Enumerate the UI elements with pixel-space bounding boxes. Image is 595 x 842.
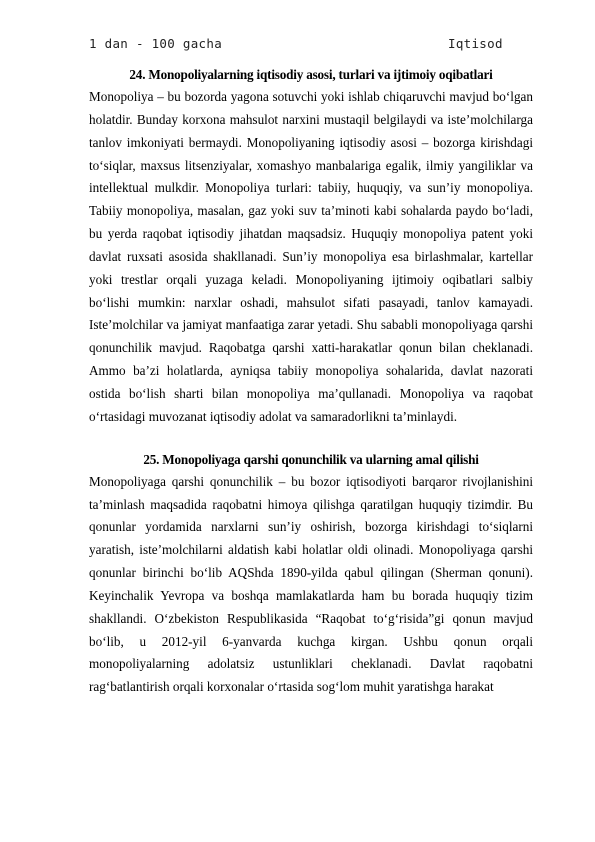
section-24-title: 24. Monopoliyalarning iqtisodiy asosi, turlari va ijtimoiy oqibatlari xyxy=(129,67,493,82)
section-24-paragraph: Monopoliya – bu bozorda yagona sotuvchi yoki ishlab chiqaruvchi mavjud bo‘lgan holatdir. Bunday korxona mahsulot narxini mustaqil belgilaydi va iste’molchilarga tanlov imkoniyati bermaydi. Monopoliyaning iqtisodiy asosi – bozorga kirishdagi to‘siqlar, maxsus litsenziyalar, xomashyo manbalariga egalik, ilmiy yangiliklar va intellektual mulkdir. Monopoliya turlari: tabiiy, huquqiy, va sun’iy monopoliya. Tabiiy monopoliya, masalan, gaz yoki suv ta’minoti kabi sohalarda paydo bo‘ladi, bu yerda raqobat iqtisodiy jihatdan maqsadsiz. Huquqiy monopoliya patent yoki davlat ruxsati asosida shakllanadi. Sun’iy monopoliya esa birlashmalar, kartellar yoki trestlar orqali yuzaga keladi. Monopoliyaning ijtimoiy oqibatlari salbiy bo‘lishi mumkin: narxlar oshadi, mahsulot sifati pasayadi, tanlov kamayadi. Iste’molchilar va jamiyat manfaatiga zarar yetadi. Shu sababli monopoliyaga qarshi qonunchilik mavjud. Raqobatga qarshi xatti-harakatlar qonun bilan cheklanadi. Ammo ba’zi holatlarda, ayniqsa tabiiy monopoliya sohalarida, davlat nazorati ostida bo‘lish sharti bilan monopoliya ma’qullanadi. Monopoliya va raqobat o‘rtasidagi muvozanat iqtisodiy adolat va samaradorlikni ta’minlaydi. xyxy=(89,89,533,424)
running-header xyxy=(89,36,533,56)
header-right-text: Iqtisod xyxy=(448,36,503,51)
document-body xyxy=(89,64,533,699)
section-25-title: 25. Monopoliyaga qarshi qonunchilik va ularning amal qilishi xyxy=(143,451,479,467)
section-25-paragraph: Monopoliyaga qarshi qonunchilik – bu bozor iqtisodiyoti barqaror rivojlanishini ta’minlash maqsadida raqobatni himoya qilishga qaratilgan huquqiy tizimdir. Bu qonunlar yordamida narxlarni sun’iy oshirish, bozorga kirishdagi to‘siqlarni yaratish, iste’molchilarni aldatish kabi holatlar oldi olinadi. Monopoliyaga qarshi qonunlar birinchi bo‘lib AQShda 1890-yilda qabul qilingan (Sherman qonuni). Keyinchalik Yevropa va boshqa mamlakatlarda ham bu borada huquqiy tizim shakllandi. O‘zbekiston Respublikasida “Raqobat to‘g‘risida”gi qonun mavjud bo‘lib, u 2012-yil 6-yanvarda kuchga kirgan. Ushbu qonun orqali monopoliyalarning adolatsiz ustunliklari cheklanadi. Davlat raqobatni rag‘batlantirish orqali korxonalar o‘rtasida sog‘lom muhit yaratishga harakat xyxy=(89,473,533,695)
header-left-text: 1 dan - 100 gacha xyxy=(89,36,223,51)
section-spacer xyxy=(89,429,533,449)
